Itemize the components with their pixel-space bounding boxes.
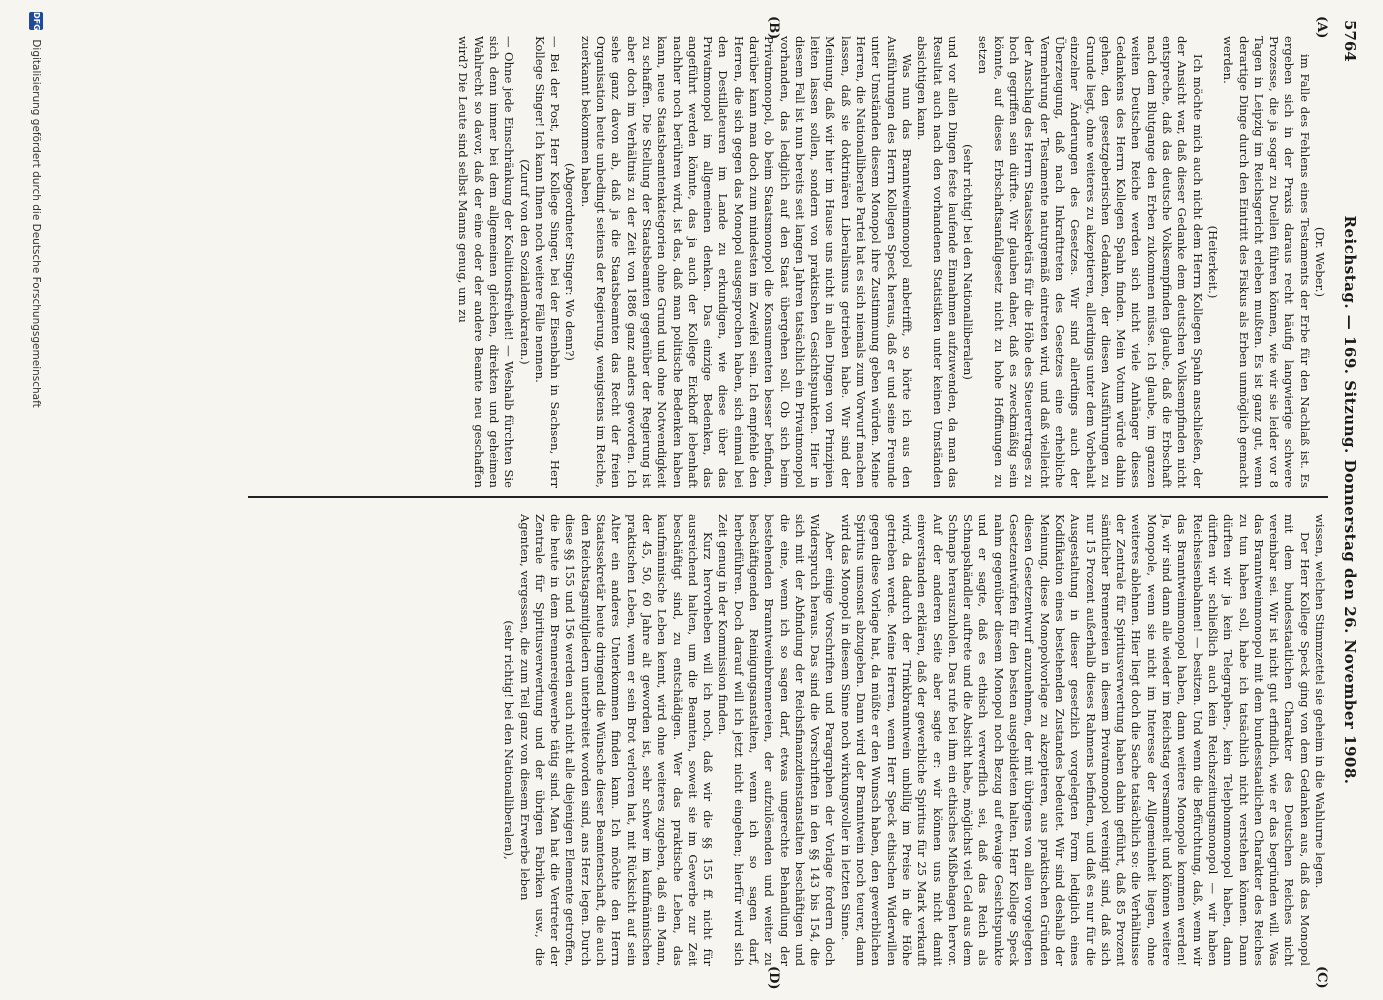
margin-marker-c: (C) — [1314, 966, 1329, 989]
interjection: (Heiterkeit.) — [1205, 225, 1220, 299]
paragraph: — Ohne jede Einschränkung der Koalitionsfreiheit! — Weshalb fürchten Sie sich denn immer bei dem allgemeinen gleichen, direkten und geheimen Wahlrecht so davor, daß der eine oder der andere Beamte neu geschaffen wird? Die Leute sind selbst Manns genug, um zu — [456, 36, 517, 488]
column-divider — [248, 496, 1328, 498]
footer-text: Digitalisierung gefördert durch die Deutsche Forschungsgemeinschaft — [30, 39, 42, 408]
paragraph: Der Herr Kollege Speck ging von dem Gedanken aus, daß das Monopol mit dem bundesstaatlichen Charakter des Deutschen Reiches nicht vereinbar sei. Wir ist nicht gut erfindlich, wie er das begründen will. Was das Branntweinmonopol mit dem bundesstaatlichen Charakter des Reiches zu tun haben soll, habe ich tatsächlich nicht verstehen können. Dann dürften wir ja kein Telegraphen-, kein Telephonmonopol haben, dann dürften wir schließlich auch kein Reichszeitungsmonopol — wir haben Reichseisenbahnen! — besitzen. Und wenn die Befürchtung, daß, wenn wir das Branntweinmonopol haben, dann weitere Monopole kommen werden! Ja, wir sind dann alle wieder im Reichstag versammelt und können weitere Monopole, wenn sie nicht im Interesse der Allgemeinheit liegen, ohne weiteres ablehnen. Hier liegt doch die Sache tatsächlich so: die Verhältnisse der Zentrale für Spiritusverwertung haben dahin geführt, daß 85 Prozent sämtlicher Brennereien in diesem Privatmonopol vereinigt sind, daß sich nur 15 Prozent außerhalb dieses Rahmens befinden, und daß es nur für die Ausgestaltung in dieser gesetzlich vorgelegten Form lediglich eines Kodifikation eines bestehenden Zustandes bedeutet. Wir sind deshalb der Meinung, diese Monopolvorlage zu akzeptieren, aus praktischen Gründen diesen Gesetzentwurf anzunehmen, der mit übrigens von allen vorgelegten Gesetzentwürfen für den besten ausgebildeten halten. Herr Kollege Speck nahm gegenüber diesem Monopol noch Bezug auf etwaige Gesichtspunkte und er sagte, daß es ethisch verwerflich sei, daß das Reich als Schnapshändler auftrete und die Absicht habe, möglichst viel Geld aus dem Schnaps herauszuholen. Das rufe bei ihm ein ethisches Mißbehagen hervor. Auf der anderen Seite aber sagte er: wir können uns nicht damit einverstanden erklären, daß der gewerbliche Spiritus für 25 Mark verkauft wird, da dadurch der Trinkbranntwein unbillig im Preise in die Höhe getrieben werde. Meine Herren, wenn Herr Speck ethischen Widerwillen gegen diese Vorlage hat, da müßte er den Wunsch haben, den gewerblichen Spiritus umsonst abzugeben. Dann wird der Branntwein noch teurer, dann wird das Monopol in diesem Sinne noch wirkungsvoller in letzten Sinne. — [838, 514, 1312, 966]
margin-marker-a: (A) — [1314, 16, 1329, 39]
paragraph: wissen, welchen Stimmzettel sie geheim in die Wahlurne legen. — [1313, 514, 1327, 889]
interjection: (Zuruf von den Sozialdemokraten.) — [517, 159, 532, 365]
interjection: (sehr richtig! bei den Nationalliberalen) — [961, 144, 976, 380]
page-header — [1333, 20, 1363, 980]
paragraph: Kurz hervorheben will ich noch, daß wir die §§ 155 ff. nicht für ausreichend halten, um die Beamten, soweit sie im Gewerbe zur Zeit beschäftigt sind, zu entschädigen. Wer das praktische Leben, das kaufmännische Leben kennt, wird ohne weiteres zugeben, daß ein Mann, der 45, 50, 60 Jahre alt geworden ist, sehr schwer im kaufmännischen praktischen Leben, wenn er sein Brot verloren hat, mit Rücksicht auf sein Alter ein anderes Unterkommen finden kann. Ich möchte den Herrn Staatssekretär heute dringend die Wünsche dieser Beamtenschaft, die auch den Reichstagsmitgliedern unterbreitet worden sind, ans Herz legen. Durch diese §§ 155 und 156 werden auch nicht alle diejenigen Elemente getroffen, die heute in dem Brennereigewerbe tätig sind. Man hat die Vertreter der Zentrale für Spiritusverwertung und der übrigen Fabriken usw., die Agenten, vergessen, die zum Teil ganz von diesem Erwerbe leben — [517, 514, 716, 966]
paragraph: im Falle des Fehlens eines Testaments der Erbe für den Nachlaß ist. Es ergeben sich in der Praxis daraus recht häufig langwierige schwere Prozesse, die ja sogar zu Duellen führen können, wie wir sie leider vor 8 Tagen in Leipzig im Reichsgericht erleben mußten. Es ist ganz gut, wenn derartige Dinge durch den Eintritt des Fiskus als Erben unmöglich gemacht werden. — [1221, 36, 1312, 488]
running-title: Reichstag. — 169. Sitzung. Donnerstag den 26. November 1908. — [1341, 215, 1359, 785]
paragraph: — Bei der Post, Herr Kollege Singer, bei der Eisenbahn in Sachsen, Herr Kollege Singer! Ich kann Ihnen noch weitere Fälle nennen. — [532, 36, 563, 488]
dfg-logo: DFG — [29, 12, 43, 30]
paragraph: und vor allen Dingen feste laufende Einnahmen aufzuwenden, da man das Resultat auch nach den vorhandenen Statistiken unter keinen Umständen absichtigen kann. — [915, 36, 960, 488]
interjection: (sehr richtig! bei den Nationalliberalen), — [502, 620, 517, 860]
right-text-column — [242, 514, 1327, 966]
margin-marker-d: (D) — [766, 966, 781, 990]
paragraph: Aber einige Vorschriften und Paragraphen der Vorlage fordern doch Widerspruch heraus. Das sind die Vorschriften in den §§ 143 bis 154, die sich mit der Abfindung der Reichsfinanzdienstanstalten beschäftigen und die eine, wenn ich so sagen darf, etwas ungerechte Behandlung der bestehenden Branntweinbrennereien, der aufzulösenden und weiter zu beschäftigenden Reinigungsanstalten, wenn ich so sagen darf, herbeiführen. Doch darauf will ich jetzt nicht eingehen; hierfür wird sich Zeit genug in der Kommission finden. — [716, 514, 838, 966]
left-text-column — [242, 36, 1327, 488]
interjection: (Abgeordneter Singer: Wo denn?) — [563, 163, 578, 361]
paragraph: Was nun das Branntweinmonopol anbetrifft, so hörte ich aus den Ausführungen des Herrn Kollegen Speck heraus, daß er und seine Freunde unter Umständen diesem Monopol ihre Zustimmung geben würden. Meine Herren, die Nationalliberale Partei hat es sich niemals zum Vorwurf machen lassen, daß sie doktrinären Liberalismus getrieben habe. Wir sind der Meinung, daß wir hier im Hause uns nicht in allen Dingen von Prinzipien leiten lassen sollen, sondern von praktischen Gesichtspunkten. Hier in diesem Fall ist nun bereits seit langen Jahren tatsächlich ein Privatmonopol vorhanden, das lediglich auf den Staat übergehen soll. Ob sich beim Privatmonopol, ob beim Staatsmonopol die Konsumenten besser befinden, darüber kann man doch zum mindesten im Zweifel sein. Ich empfehle den Herren, die sich gegen das Monopol ausgesprochen haben, sich einmal bei den Destillateuren im Lande zu erkundigen, wie diese über das Privatmonopol im allgemeinen denken. Das einzige Bedenken, das angeführt werden könnte, das ja auch der Kollege Eickhoff lebenhaft nachher noch berühren wird, ist das, daß man politische Bedenken haben kann, neue Staatsbeamtenkategorien ohne Grund und ohne Notwendigkeit zu schaffen. Die Stellung der Staatsbeamten gegenüber der Regierung ist aber doch im Verhältnis zu der Zeit von 1886 ganz anders geworden. Ich sehe ganz davon ab, daß ja die Staatsbeamten das Recht der freien Organisation heute unbedingt seitens der Regierung, wenigstens im Reiche, zuerkannt bekommen haben. — [578, 36, 914, 488]
speaker-name: (Dr. Weber.) — [1313, 226, 1327, 298]
paragraph: Ich möchte mich auch nicht dem Herrn Kollegen Spahn anschließen, der der Ansicht war, daß dieser Gedanke dem deutschen Volksempfinden nicht entspreche, daß das deutsche Volksempfinden glaube, daß die Erbschaft nach dem Blutgange den Erben zukommen müsse. Ich glaube, im ganzen weiten Deutschen Reiche werden sich nicht viele Anhänger dieses Gedankens des Herrn Kollegen Spahn finden. Mein Votum würde dahin gehen, den gesetzgeberischen Gedanken, der diesen Ausführungen zu Grunde liegt, ohne weiteres zu akzeptieren, allerdings unter dem Vorbehalt einzelner Änderungen des Gesetzes. Wir sind allerdings auch der Überzeugung, daß nach Inkrafttreten des Gesetzes eine erhebliche Vermehrung der Testamente naturgemäß eintreten wird, und daß vielleicht der Anschlag des Herrn Staatssekretärs für die Höhe des Steuerertrages zu hoch gegriffen sein dürfte. Wir glauben daher, daß es zweckmäßig sein könnte, auf dieses Erbschaftsanfallgesetz nicht zu hohe Hoffnungen zu setzen — [976, 36, 1205, 488]
digitization-footer — [19, 12, 43, 992]
page-number: 5764 — [1341, 20, 1359, 62]
margin-marker-b: (B) — [766, 16, 781, 40]
